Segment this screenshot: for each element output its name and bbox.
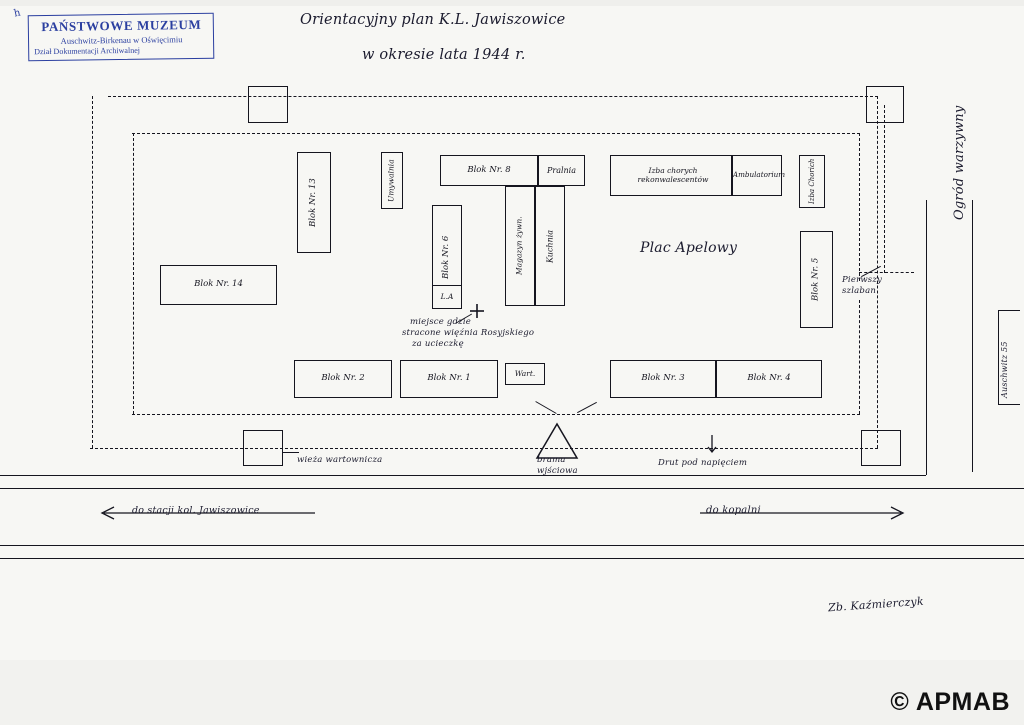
watchtower-top-left <box>248 86 288 123</box>
watchtower-top-right <box>866 86 904 123</box>
building-laundry <box>538 155 585 186</box>
building-guard-post <box>505 363 545 385</box>
building-label: L.A <box>440 291 454 301</box>
annotation-execution-line-1: miejsce gdzie <box>410 317 472 327</box>
outer-fence-bottom <box>90 448 878 449</box>
execution-cross-icon <box>470 303 484 317</box>
annotation-vegetable-garden: Ogród warzywny <box>952 105 967 220</box>
building-label: Blok Nr. 13 <box>308 178 319 227</box>
building-block-3 <box>610 360 716 398</box>
stamp-line-2: Auschwitz-Birkenau w Oświęcimiu <box>60 34 183 46</box>
building-kitchen <box>535 186 565 306</box>
building-label: Izba Chorich <box>807 158 816 205</box>
annotation-watchtower: wieża wartownicza <box>297 455 383 465</box>
road-line-upper <box>0 475 926 476</box>
road-edge-line-outer <box>972 200 973 472</box>
building-label: Kuchnia <box>545 229 555 263</box>
outer-fence-left <box>92 96 93 448</box>
building-label: Magazyn żywn. <box>514 216 524 276</box>
electric-fence-arrow-icon <box>706 435 718 455</box>
road-line-lower <box>0 488 1024 489</box>
building-block-14 <box>160 265 277 305</box>
building-label: Blok Nr. 2 <box>321 373 365 384</box>
stamp-line-3: Dział Dokumentacji Archiwalnej <box>34 45 140 57</box>
building-label: Pralnia <box>546 165 576 175</box>
annotation-first-gate-line-2: szlaban <box>842 286 877 296</box>
annotation-execution-line-3: za ucieczkę <box>412 339 464 349</box>
watchtower-bottom-right <box>861 430 901 466</box>
building-label: Blok Nr. 1 <box>427 373 471 384</box>
stamp-line-1: PAŃSTWOWE MUZEUM <box>41 16 202 35</box>
annotation-roll-call-square: Plac Apelowy <box>640 240 738 256</box>
inner-fence-right-upper <box>859 133 860 281</box>
building-label: Blok Nr. 4 <box>747 373 791 384</box>
building-block-2 <box>294 360 392 398</box>
annotation-first-gate-line-1: Pierwszy <box>842 275 883 285</box>
inner-fence-bottom <box>132 414 860 415</box>
road-line-bottom <box>0 545 1024 546</box>
watchtower-bottom-left <box>243 430 283 466</box>
building-block-7 <box>505 186 535 306</box>
author-signature: Zb. Kaźmierczyk <box>827 594 925 615</box>
building-ambulance <box>732 155 786 196</box>
paper-edge-bottom <box>0 660 1024 725</box>
building-label: Ambulatorium <box>732 170 786 180</box>
annotation-bottom-right-note: Auschwitz 55 <box>1000 341 1009 398</box>
inner-fence-left <box>133 133 134 414</box>
apmab-watermark: © APMAB <box>890 688 1010 716</box>
annotation-to-mine: do kopalni <box>706 505 761 516</box>
building-la-room <box>432 285 462 309</box>
road-line-bottom-2 <box>0 558 1024 559</box>
inner-fence-top <box>132 133 860 134</box>
building-washroom <box>381 152 403 209</box>
building-label: Wart. <box>514 368 536 378</box>
gate-leader-line-left <box>535 401 556 414</box>
outer-fence-top <box>108 96 878 97</box>
plan-title-line-2: w okresie lata 1944 r. <box>362 47 526 63</box>
inner-fence-right-lower <box>859 300 860 414</box>
corner-pencil-mark: h <box>12 7 22 20</box>
annotation-main-gate-line-1: brama <box>537 455 566 465</box>
building-label: Umywalnia <box>386 159 396 202</box>
building-block-13 <box>297 152 331 253</box>
paper-edge-top <box>0 0 1024 6</box>
road-edge-line-inner <box>926 200 927 475</box>
main-gate-shape <box>535 420 581 460</box>
watchtower-leader-line <box>283 452 299 453</box>
museum-stamp <box>28 13 215 62</box>
building-label: Blok Nr. 14 <box>194 279 243 290</box>
building-label: Blok Nr. 5 <box>810 257 821 302</box>
annotation-execution-line-2: stracone więźnia Rosyjskiego <box>402 328 535 338</box>
building-block-4 <box>716 360 822 398</box>
plan-title-line-1: Orientacyjny plan K.L. Jawiszowice <box>300 12 566 28</box>
building-block-8 <box>440 155 538 186</box>
building-label: Blok Nr. 3 <box>641 373 685 384</box>
building-label: Izba chorych rekonwalescentów <box>637 165 709 184</box>
annotation-main-gate-line-2: wjściowa <box>537 466 578 476</box>
building-block-1 <box>400 360 498 398</box>
building-guard-room <box>799 155 825 208</box>
building-label: Blok Nr. 6 <box>441 235 452 279</box>
building-block-5 <box>800 231 833 328</box>
annotation-to-station: do stacji kol. Jawiszowice <box>132 505 260 516</box>
barrier-approach-line <box>884 105 885 273</box>
building-sick-bay <box>610 155 732 196</box>
annotation-electric-fence: Drut pod napięciem <box>658 458 748 468</box>
gate-leader-line-right <box>577 402 597 413</box>
building-label: Blok Nr. 8 <box>467 164 511 175</box>
